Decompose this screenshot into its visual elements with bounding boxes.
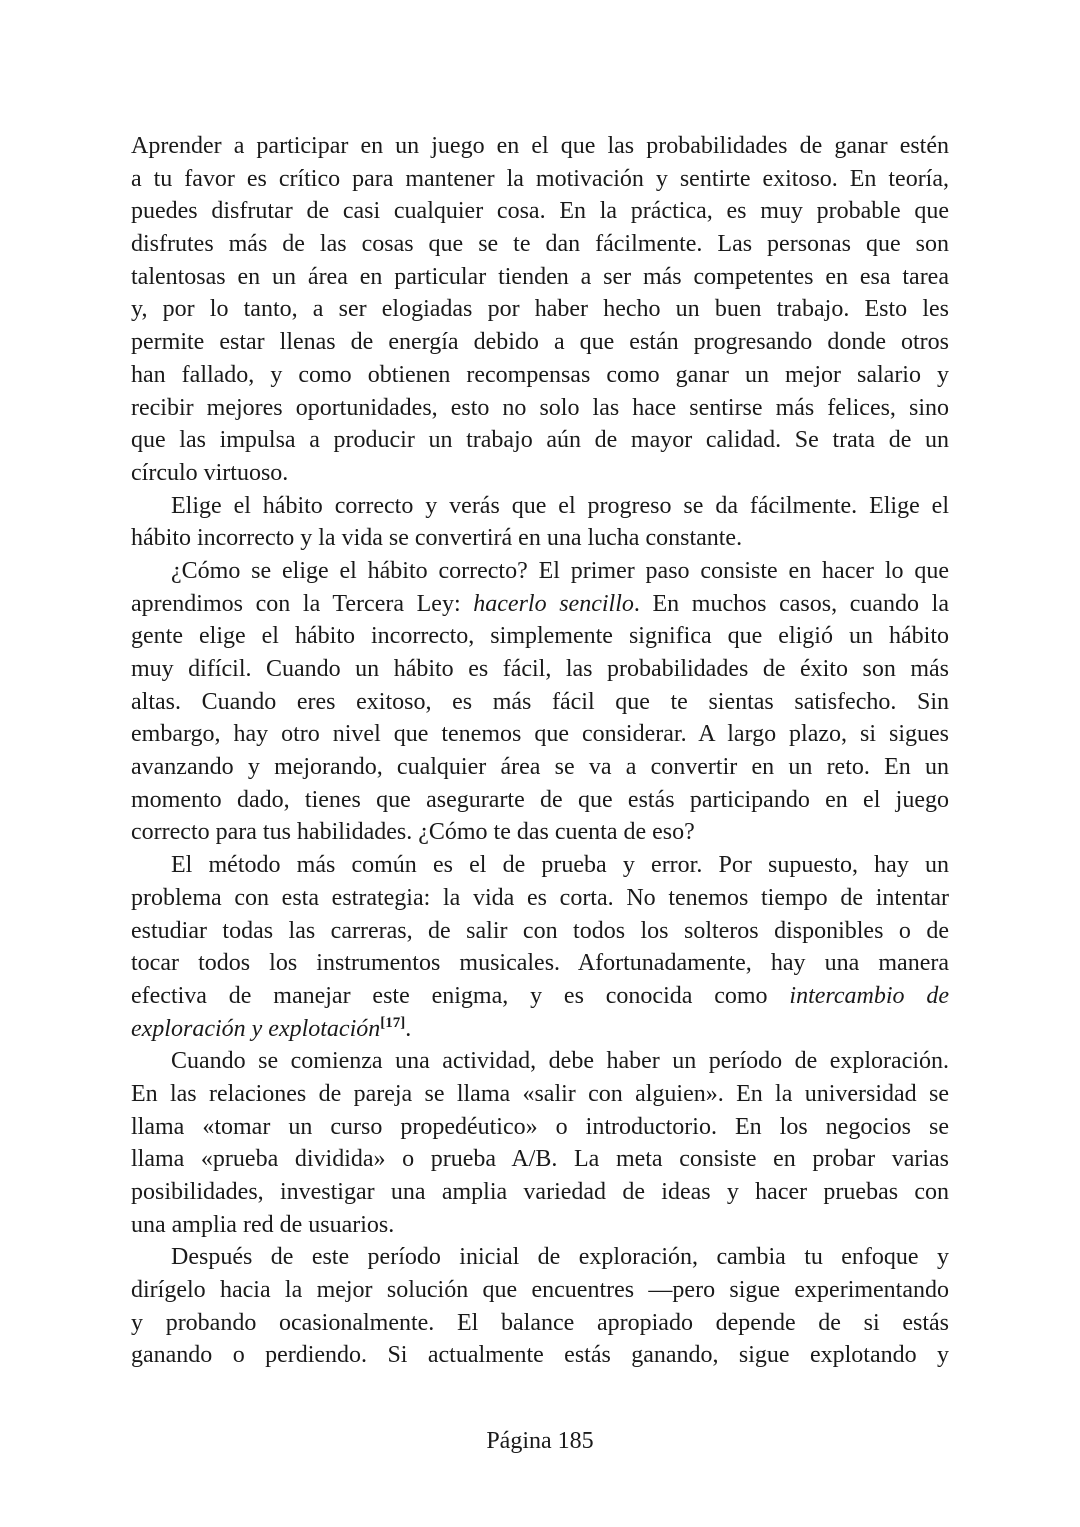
text-line: [131, 947, 949, 980]
text-line: [131, 1078, 949, 1111]
text-line: [131, 1143, 949, 1176]
text-line: [131, 490, 949, 523]
footnote-link[interactable]: [17]: [380, 1014, 406, 1031]
paragraph: [131, 1241, 949, 1372]
paragraph: [131, 1045, 949, 1241]
text-span: altas. Cuando eres exitoso, es más fácil que te sientas satisfecho. Sin: [131, 688, 949, 715]
text-line: [131, 392, 949, 425]
text-line: [131, 915, 949, 948]
text-line: [131, 751, 949, 784]
paragraph: [131, 849, 949, 1045]
text-span: que las impulsa a producir un trabajo aún de mayor calidad. Se trata de un: [131, 427, 949, 454]
italic-text: hacerlo sencillo: [473, 590, 634, 617]
text-span: En las relaciones de pareja se llama «salir con alguien». En la universidad se: [131, 1080, 949, 1107]
text-span: ganando o perdiendo. Si actualmente estás ganando, sigue explotando y: [131, 1342, 949, 1369]
paragraph: [131, 490, 949, 555]
text-line: [131, 588, 949, 621]
text-line: [131, 1013, 949, 1046]
text-span: efectiva de manejar este enigma, y es conocida como: [131, 982, 790, 1009]
text-line: [131, 816, 949, 849]
italic-text: exploración y explotación: [131, 1015, 381, 1042]
text-line: [131, 130, 949, 163]
text-span: círculo virtuoso.: [131, 459, 289, 486]
page-number: Página 185: [486, 1428, 594, 1454]
italic-text: intercambio de: [789, 982, 949, 1009]
text-span: problema con esta estrategia: la vida es corta. No tenemos tiempo de intentar: [131, 884, 949, 911]
text-span: hábito incorrecto y la vida se convertirá en una lucha constante.: [131, 525, 743, 552]
text-line: [131, 522, 949, 555]
text-span: ¿Cómo se elige el hábito correcto? El primer paso consiste en hacer lo que: [171, 557, 949, 584]
text-span: estudiar todas las carreras, de salir con todos los solteros disponibles o de: [131, 917, 949, 944]
text-span: muy difícil. Cuando un hábito es fácil, las probabilidades de éxito son más: [131, 656, 949, 682]
text-line: [131, 980, 949, 1013]
text-line: [131, 457, 949, 490]
text-span: y probando ocasionalmente. El balance apropiado depende de si estás: [131, 1309, 949, 1336]
text-line: [131, 1339, 949, 1372]
text-line: [131, 718, 949, 751]
text-line: [131, 686, 949, 719]
text-span: Elige el hábito correcto y verás que el progreso se da fácilmente. Elige el: [171, 492, 949, 519]
text-span: llama «prueba dividida» o prueba A/B. La meta consiste en probar varias: [131, 1146, 949, 1173]
text-span: una amplia red de usuarios.: [131, 1211, 395, 1238]
text-span: gente elige el hábito incorrecto, simplemente significa que eligió un hábito: [131, 623, 949, 650]
text-line: [131, 1045, 949, 1078]
text-span: embargo, hay otro nivel que tenemos que considerar. A largo plazo, si sigues: [131, 721, 949, 748]
text-span: correcto para tus habilidades. ¿Cómo te das cuenta de eso?: [131, 819, 695, 846]
text-span: permite estar llenas de energía debido a que están progresando donde otros: [131, 329, 949, 356]
text-span: aprendimos con la Tercera Ley:: [131, 590, 474, 617]
text-line: [131, 1241, 949, 1274]
text-line: [131, 849, 949, 882]
text-line: [131, 784, 949, 817]
text-span: tocar todos los instrumentos musicales. Afortunadamente, hay una manera: [131, 950, 949, 977]
text-line: [131, 293, 949, 326]
text-line: [131, 1111, 949, 1144]
text-line: [131, 1307, 949, 1340]
text-line: [131, 620, 949, 653]
text-span: Aprender a participar en un juego en el que las probabilidades de ganar estén: [131, 133, 949, 159]
text-line: [131, 261, 949, 294]
text-span: posibilidades, investigar una amplia variedad de ideas y hacer pruebas con: [131, 1179, 949, 1205]
paragraph: [131, 130, 949, 490]
text-span: y, por lo tanto, a ser elogiadas por haber hecho un buen trabajo. Esto les: [131, 296, 949, 323]
text-span: han fallado, y como obtienen recompensas como ganar un mejor salario y: [131, 361, 949, 388]
text-line: [131, 163, 949, 196]
text-span: .: [405, 1015, 412, 1042]
text-span: a tu favor es crítico para mantener la motivación y sentirte exitoso. En teoría,: [131, 165, 949, 192]
text-line: [131, 424, 949, 457]
text-line: [131, 359, 949, 392]
text-span: . En muchos casos, cuando la: [633, 590, 949, 617]
paragraph: [131, 555, 949, 849]
text-line: [131, 1209, 949, 1242]
text-span: Cuando se comienza una actividad, debe haber un período de exploración.: [171, 1048, 949, 1075]
text-line: [131, 1176, 949, 1209]
text-span: recibir mejores oportunidades, esto no solo las hace sentirse más felices, sino: [131, 394, 949, 421]
text-line: [131, 555, 949, 588]
text-span: llama «tomar un curso propedéutico» o introductorio. En los negocios se: [131, 1113, 949, 1140]
body-text: [131, 130, 949, 1372]
text-span: dirígelo hacia la mejor solución que encuentres —pero sigue experimentando: [131, 1277, 949, 1304]
text-span: puedes disfrutar de casi cualquier cosa. En la práctica, es muy probable que: [131, 198, 949, 225]
text-span: El método más común es el de prueba y error. Por supuesto, hay un: [171, 852, 949, 879]
text-line: [131, 326, 949, 359]
text-span: disfrutes más de las cosas que se te dan fácilmente. Las personas que son: [131, 231, 949, 258]
text-span: avanzando y mejorando, cualquier área se va a convertir en un reto. En un: [131, 754, 949, 781]
text-line: [131, 1274, 949, 1307]
text-span: talentosas en un área en particular tienden a ser más competentes en esa tarea: [131, 263, 949, 290]
text-line: [131, 653, 949, 686]
text-line: [131, 195, 949, 228]
text-span: Después de este período inicial de exploración, cambia tu enfoque y: [171, 1244, 949, 1271]
text-span: momento dado, tienes que asegurarte de que estás participando en el juego: [131, 786, 949, 813]
text-line: [131, 882, 949, 915]
text-line: [131, 228, 949, 261]
